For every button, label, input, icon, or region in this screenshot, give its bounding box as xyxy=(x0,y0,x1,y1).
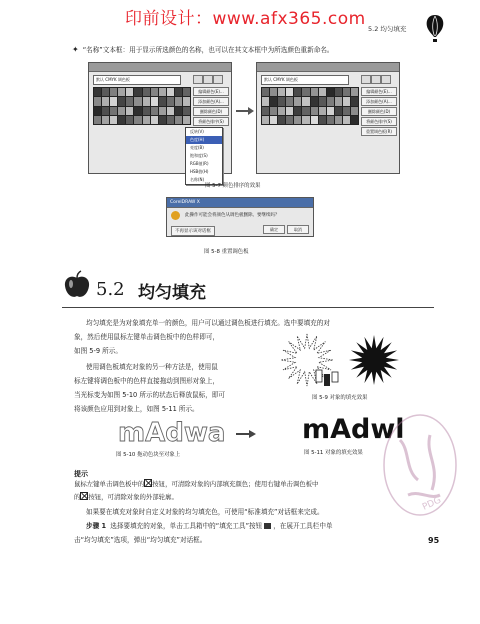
sort-menu-item[interactable]: HSB值(H) xyxy=(190,169,209,174)
color-swatch[interactable] xyxy=(294,116,301,124)
dialog-titlebar xyxy=(257,63,399,72)
color-swatch[interactable] xyxy=(143,88,150,96)
color-swatch[interactable] xyxy=(311,97,318,105)
sort-menu xyxy=(185,127,223,185)
color-swatch[interactable] xyxy=(183,116,190,124)
color-swatch[interactable] xyxy=(94,107,101,115)
color-swatch[interactable] xyxy=(110,107,117,115)
madwa-filled-art xyxy=(300,410,405,448)
color-swatch[interactable] xyxy=(335,88,342,96)
palette-select[interactable]: 默认 CMYK 调色板 xyxy=(261,75,349,85)
color-swatch[interactable] xyxy=(159,97,166,105)
color-swatch[interactable] xyxy=(343,97,350,105)
fill-tool-icon xyxy=(264,523,271,529)
color-swatch[interactable] xyxy=(126,116,133,124)
art-text-left: mAdwa xyxy=(118,418,226,448)
color-swatch[interactable] xyxy=(335,116,342,124)
art-text-right: mAdwl xyxy=(302,414,405,445)
color-swatch[interactable] xyxy=(134,116,141,124)
color-swatch[interactable] xyxy=(270,97,277,105)
color-swatch-grid[interactable] xyxy=(93,87,191,125)
color-swatch[interactable] xyxy=(278,116,285,124)
library-stamp xyxy=(380,410,460,524)
para-line: 象，然后使用鼠标左键单击调色板中的色样即可， xyxy=(74,333,220,341)
color-swatch[interactable] xyxy=(167,116,174,124)
color-swatch[interactable] xyxy=(151,116,158,124)
save-palette-button[interactable] xyxy=(381,75,391,84)
color-swatch[interactable] xyxy=(126,97,133,105)
edit-color-button[interactable]: 编辑颜色(E)... xyxy=(193,87,229,96)
new-palette-button[interactable] xyxy=(361,75,371,84)
color-swatch[interactable] xyxy=(143,116,150,124)
color-swatch[interactable] xyxy=(262,88,269,96)
color-swatch[interactable] xyxy=(262,116,269,124)
color-swatch[interactable] xyxy=(102,116,109,124)
arrow-right-icon xyxy=(236,424,256,443)
ok-button[interactable]: 确定 xyxy=(263,225,285,234)
bullet-diamond-icon: ✦ xyxy=(72,45,79,54)
color-swatch[interactable] xyxy=(175,97,182,105)
color-swatch[interactable] xyxy=(351,116,358,124)
color-swatch[interactable] xyxy=(294,107,301,115)
para-line: 使用调色板填充对象的另一种方法是，使用鼠 xyxy=(86,363,218,371)
sort-menu-item[interactable]: 饱和度(S) xyxy=(190,153,208,158)
color-swatch[interactable] xyxy=(94,116,101,124)
color-swatch[interactable] xyxy=(110,97,117,105)
color-swatch[interactable] xyxy=(175,88,182,96)
color-swatch[interactable] xyxy=(126,88,133,96)
para-line: 当光标变为如图 5-10 所示的状态后释放鼠标，即可 xyxy=(74,391,226,399)
color-swatch[interactable] xyxy=(126,107,133,115)
color-swatch[interactable] xyxy=(134,97,141,105)
color-swatch[interactable] xyxy=(343,88,350,96)
color-swatch[interactable] xyxy=(143,107,150,115)
color-swatch[interactable] xyxy=(183,97,190,105)
color-swatch[interactable] xyxy=(183,107,190,115)
new-palette-button[interactable] xyxy=(193,75,203,84)
paint-bucket-cursor-icon xyxy=(314,368,342,394)
color-swatch[interactable] xyxy=(118,107,125,115)
color-swatch[interactable] xyxy=(278,97,285,105)
para-line: 均匀填充是为对象填充单一的颜色，用户可以通过调色板进行填充。选中要填充的对 xyxy=(86,319,330,327)
color-swatch[interactable] xyxy=(175,116,182,124)
para-line: 将该颜色应用到对象上，如图 5-11 所示。 xyxy=(74,405,199,413)
color-swatch[interactable] xyxy=(118,88,125,96)
color-swatch[interactable] xyxy=(327,107,334,115)
color-swatch[interactable] xyxy=(286,116,293,124)
step-line: ，在展开工具栏中单 xyxy=(273,522,333,530)
color-swatch[interactable] xyxy=(319,107,326,115)
save-palette-button[interactable] xyxy=(213,75,223,84)
madwa-outline-art xyxy=(116,414,226,452)
apple-icon xyxy=(62,270,92,304)
color-swatch[interactable] xyxy=(151,97,158,105)
color-swatch[interactable] xyxy=(286,88,293,96)
color-swatch[interactable] xyxy=(351,88,358,96)
dialog-message: 此操作可能会将颜色从调色板删除。要继续吗？ xyxy=(185,213,280,218)
tip-line: 按钮，可清除对象的内部填充颜色；使用右键单击调色板中 xyxy=(152,480,319,488)
reset-palette-button[interactable]: 重置调色板(R) xyxy=(361,127,397,136)
bullet-text: “名称”文本框：用于显示所选颜色的名称，也可以在其文本框中为所选颜色重新命名。 xyxy=(82,46,334,54)
color-swatch[interactable] xyxy=(270,107,277,115)
color-swatch[interactable] xyxy=(286,97,293,105)
page-number: 95 xyxy=(428,536,440,545)
color-swatch[interactable] xyxy=(102,107,109,115)
color-swatch[interactable] xyxy=(94,88,101,96)
palette-editor-dialog-right xyxy=(256,62,400,174)
color-swatch[interactable] xyxy=(311,116,318,124)
color-swatch[interactable] xyxy=(319,97,326,105)
watermark-text: 印前设计：www.afx365.com xyxy=(125,9,366,29)
sort-menu-item[interactable]: 色度(H) xyxy=(186,136,222,144)
paragraph-3: 如果要在填充对象时自定义对象的均匀填充色，可使用“标准填充”对话框来完成。 xyxy=(86,508,324,516)
color-swatch[interactable] xyxy=(110,116,117,124)
color-swatch[interactable] xyxy=(302,88,309,96)
color-swatch[interactable] xyxy=(311,88,318,96)
sort-colors-button[interactable]: 将颜色排序(S) xyxy=(193,117,229,126)
color-swatch[interactable] xyxy=(102,97,109,105)
color-swatch[interactable] xyxy=(327,88,334,96)
section-number: 5.2 xyxy=(96,279,125,300)
tip-line: 鼠标左键单击调色板中的 xyxy=(74,480,145,488)
color-swatch[interactable] xyxy=(134,88,141,96)
figure-caption: 图 5-11 对象的填充效果 xyxy=(304,450,363,456)
figure-caption: 图 5-9 对象的填充效果 xyxy=(312,395,368,401)
no-fill-x-icon xyxy=(80,492,88,500)
color-swatch[interactable] xyxy=(343,116,350,124)
delete-color-button[interactable]: 删除颜色(D) xyxy=(361,107,397,116)
tip-heading: 提示 xyxy=(74,470,88,478)
color-swatch[interactable] xyxy=(319,116,326,124)
color-swatch[interactable] xyxy=(335,97,342,105)
tip-line: 的 xyxy=(74,493,81,501)
dont-show-checkbox[interactable]: 不再显示该对话框 xyxy=(171,226,215,236)
sort-menu-item[interactable]: 反转(V) xyxy=(190,129,204,134)
color-swatch[interactable] xyxy=(94,97,101,105)
step-line: 选择要填充的对象，单击工具箱中的“填充工具”按钮 xyxy=(110,522,263,530)
para-line: 标左键将调色板中的色样直接拖动到图形对象上， xyxy=(74,377,220,385)
color-swatch[interactable] xyxy=(102,88,109,96)
color-swatch[interactable] xyxy=(151,88,158,96)
star-filled-figure xyxy=(346,334,402,390)
color-swatch[interactable] xyxy=(167,107,174,115)
running-header: 5.2 均匀填充 xyxy=(368,25,407,33)
color-swatch[interactable] xyxy=(183,88,190,96)
color-swatch[interactable] xyxy=(159,116,166,124)
color-swatch[interactable] xyxy=(262,107,269,115)
para-line: 如图 5-9 所示。 xyxy=(74,347,122,355)
reset-confirm-dialog xyxy=(166,197,314,237)
color-swatch[interactable] xyxy=(270,88,277,96)
color-swatch[interactable] xyxy=(118,97,125,105)
bullet-name-field xyxy=(72,44,334,54)
step-line: 击“均匀填充”选项，弹出“均匀填充”对话框。 xyxy=(74,536,207,544)
color-swatch[interactable] xyxy=(302,107,309,115)
section-title: 均匀填充 xyxy=(138,283,206,303)
color-swatch[interactable] xyxy=(302,116,309,124)
color-swatch-grid[interactable] xyxy=(261,87,359,125)
warning-icon xyxy=(171,211,180,220)
sort-menu-item[interactable]: 名称(N) xyxy=(190,177,205,182)
color-swatch[interactable] xyxy=(351,97,358,105)
color-swatch[interactable] xyxy=(270,116,277,124)
color-swatch[interactable] xyxy=(143,97,150,105)
open-palette-button[interactable] xyxy=(371,75,381,84)
color-swatch[interactable] xyxy=(151,107,158,115)
color-swatch[interactable] xyxy=(167,88,174,96)
figure-caption: 图 5-8 重置调色板 xyxy=(204,249,249,255)
color-swatch[interactable] xyxy=(118,116,125,124)
color-swatch[interactable] xyxy=(351,107,358,115)
color-swatch[interactable] xyxy=(311,107,318,115)
color-swatch[interactable] xyxy=(278,107,285,115)
sort-menu-item[interactable]: 亮度(B) xyxy=(190,145,204,150)
color-swatch[interactable] xyxy=(343,107,350,115)
cancel-button[interactable]: 取消 xyxy=(287,225,309,234)
dialog-titlebar xyxy=(89,63,231,72)
color-swatch[interactable] xyxy=(335,107,342,115)
edit-color-button[interactable]: 编辑颜色(E)... xyxy=(361,87,397,96)
color-swatch[interactable] xyxy=(175,107,182,115)
color-swatch[interactable] xyxy=(327,116,334,124)
palette-editor-dialog-left xyxy=(88,62,232,182)
color-swatch[interactable] xyxy=(327,97,334,105)
figure-caption: 图 5-7 颜色排序的效果 xyxy=(205,183,261,189)
dialog-titlebar: CorelDRAW X xyxy=(167,198,313,208)
add-color-button[interactable]: 添加颜色(A)... xyxy=(361,97,397,106)
color-swatch[interactable] xyxy=(167,97,174,105)
figure-caption: 图 5-10 拖动色块至对象上 xyxy=(116,452,181,458)
delete-color-button[interactable]: 删除颜色(D) xyxy=(193,107,229,116)
color-swatch[interactable] xyxy=(110,88,117,96)
sort-menu-item[interactable]: RGB值(R) xyxy=(190,161,209,166)
paragraph-2 xyxy=(74,360,274,416)
tip-line: 按钮，可清除对象的外部轮廓。 xyxy=(88,493,178,501)
color-swatch[interactable] xyxy=(159,88,166,96)
color-swatch[interactable] xyxy=(294,88,301,96)
color-swatch[interactable] xyxy=(294,97,301,105)
palette-select[interactable]: 默认 CMYK 调色板 xyxy=(93,75,181,85)
step-label: 步骤 1 xyxy=(86,522,107,530)
color-swatch[interactable] xyxy=(286,107,293,115)
sort-colors-button[interactable]: 将颜色排序(S) xyxy=(361,117,397,126)
stamp-text: PDG xyxy=(421,495,443,513)
color-swatch[interactable] xyxy=(319,88,326,96)
add-color-button[interactable]: 添加颜色(A)... xyxy=(193,97,229,106)
open-palette-button[interactable] xyxy=(203,75,213,84)
arrow-right-icon xyxy=(236,101,254,120)
section-rule xyxy=(62,307,434,308)
color-swatch[interactable] xyxy=(302,97,309,105)
no-fill-x-icon xyxy=(144,479,152,487)
hot-air-balloon-icon xyxy=(424,14,446,48)
color-swatch[interactable] xyxy=(159,107,166,115)
color-swatch[interactable] xyxy=(134,107,141,115)
color-swatch[interactable] xyxy=(278,88,285,96)
color-swatch[interactable] xyxy=(262,97,269,105)
